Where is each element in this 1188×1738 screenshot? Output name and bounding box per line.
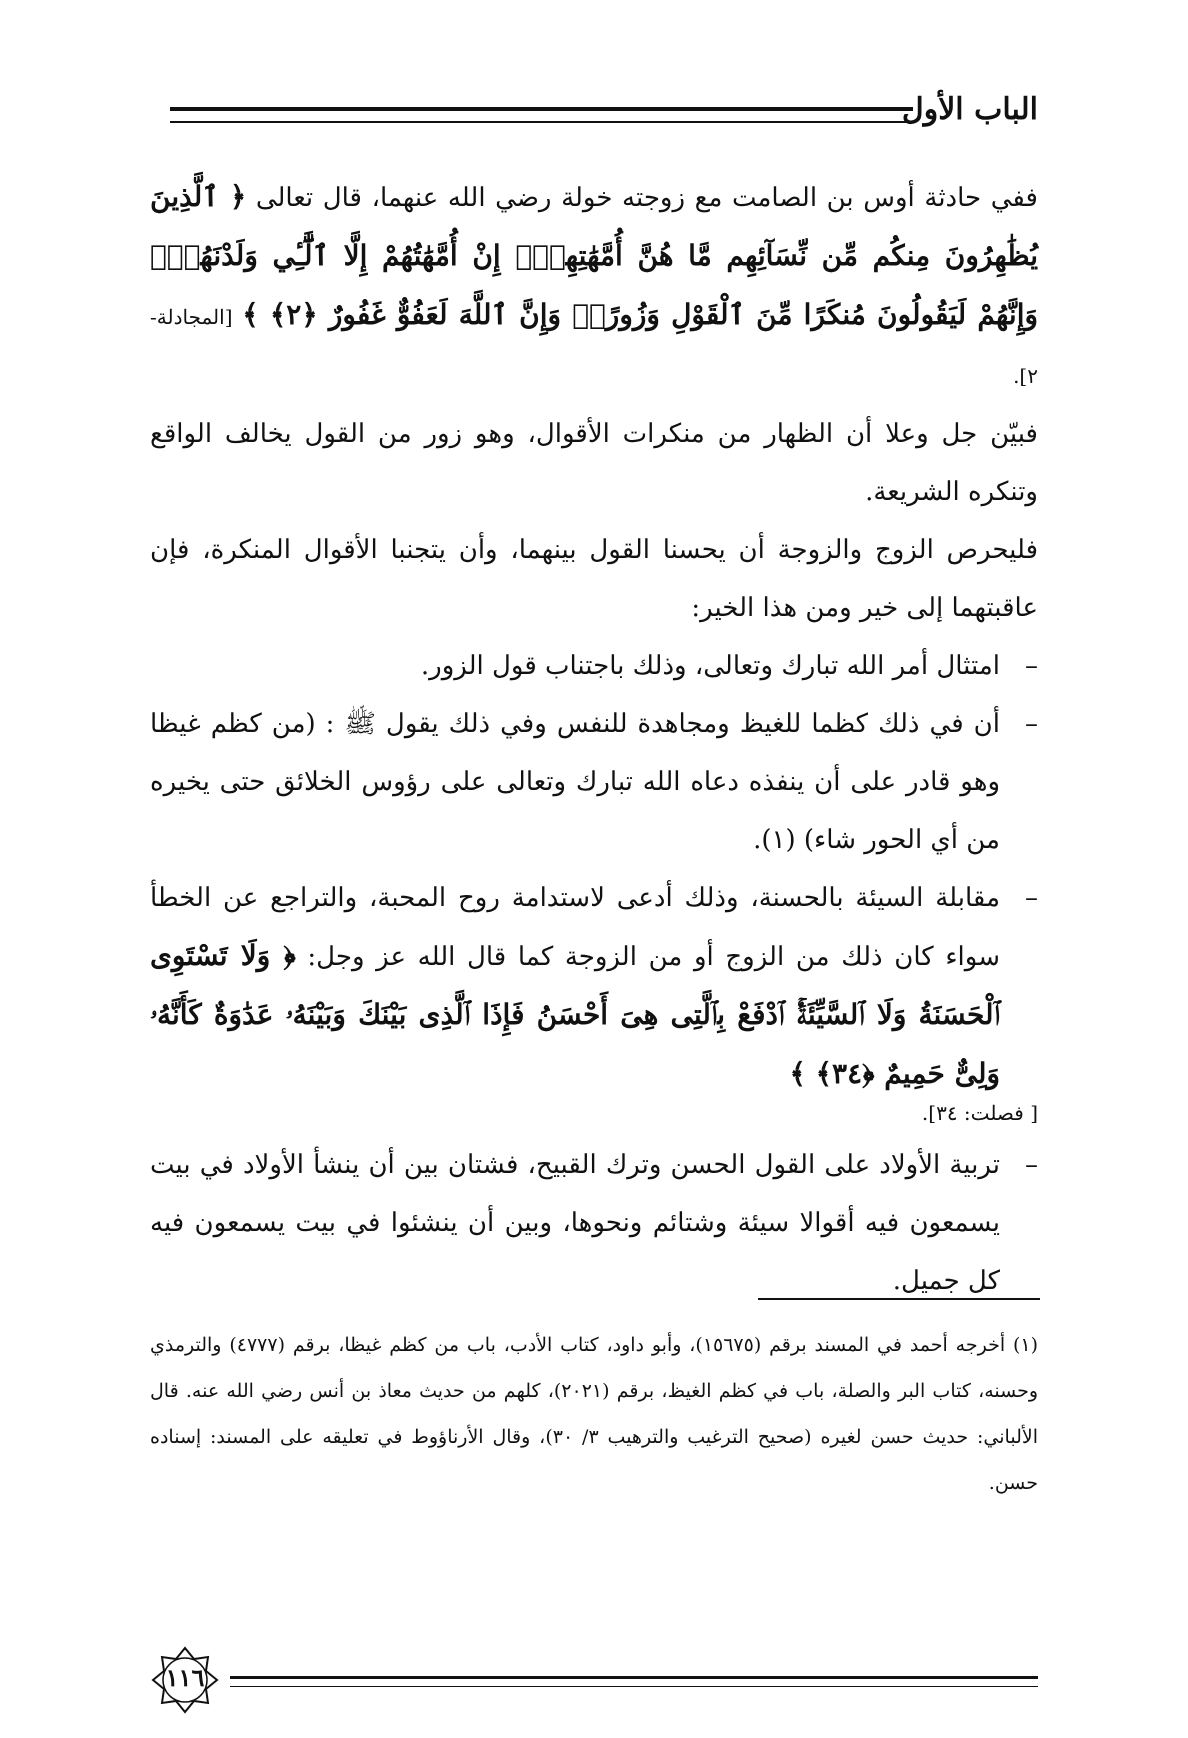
bullet-dash: – (1025, 651, 1038, 681)
bullet-4-text: تربية الأولاد على القول الحسن وترك القبيح، فشتان بين أن ينشأ الأولاد في بيت يسمعون فيه أقوالا سيئة وشتائم ونحوها، وبين أن ينشئوا في بيت يسمعون فيه كل جميل. (150, 1150, 1000, 1296)
bullet-item-2 (150, 695, 1038, 869)
bullet-dash: – (1025, 1150, 1038, 1180)
verse-reference-mujadila: [المجادلة- ٢]. (150, 305, 1038, 388)
quran-verse-mujadila: ﴿ ٱلَّذِينَ يُظَٰهِرُونَ مِنكُم مِّن نِّسَآئِهِم مَّا هُنَّ أُمَّهَٰتِهِمْۖ إِنْ أُمَّهَٰتُهُمْ إِلَّا ٱلَّٰٓـِٔي وَلَدْنَهُمْۚ وَإِنَّهُمْ لَيَقُولُونَ مُنكَرًا مِّنَ ٱلْقَوْلِ وَزُورًاۚ وَإِنَّ ٱللَّهَ لَعَفُوٌّ غَفُورٌ ﴿٢﴾ ﴾ (150, 180, 1039, 331)
verse-reference-fussilat: [ فصلت: ٣٤]. (921, 1101, 1038, 1125)
bullet-2-text: أن في ذلك كظما للغيظ ومجاهدة للنفس وفي ذلك يقول ﷺ : (من كظم غيظا وهو قادر على أن ينفذه دعاه الله تبارك وتعالى على رؤوس الخلائق حتى يخيره من أي الحور شاء) (150, 709, 1000, 855)
header-rule (170, 107, 913, 123)
paragraph-1 (150, 168, 1038, 405)
page-footer (150, 1645, 1038, 1715)
bullet-item-1 (150, 637, 1038, 695)
bullet-dash: – (1025, 709, 1038, 739)
footnote-1: (١) أخرجه أحمد في المسند برقم (١٥٦٧٥)، وأبو داود، كتاب الأدب، باب من كظم غيظا، برقم (٤٧٧٧) والترمذي وحسنه، كتاب البر والصلة، باب في كظم الغيظ، برقم (٢٠٢١)، كلهم من حديث معاذ بن أنس رضي الله عنه. قال الألباني: حديث حسن لغيره (صحيح الترغيب والترهيب ٣/ ٣٠)، وقال الأرناؤوط في تعليقه على المسند: إسناده حسن. (150, 1334, 1039, 1494)
page-number: ١١٦ (165, 1663, 205, 1692)
bullet-1-text: امتثال أمر الله تبارك وتعالى، وذلك باجتناب قول الزور. (420, 651, 1000, 681)
footnote-marker-1: (١). (753, 825, 796, 855)
paragraph-1-intro: ففي حادثة أوس بن الصامت مع زوجته خولة رضي الله عنهما، قال تعالى (255, 183, 1038, 213)
bullet-item-4 (150, 1136, 1038, 1310)
bullet-3-intro: مقابلة السيئة بالحسنة، وذلك أدعى لاستدامة روح المحبة، والتراجع عن الخطأ سواء كان ذلك من الزوج أو من الزوجة كما قال الله عز وجل: (150, 883, 1001, 972)
quran-verse-fussilat: ﴿ وَلَا تَسْتَوِى ٱلْحَسَنَةُ وَلَا ٱلسَّيِّئَةُۚ ٱدْفَعْ بِٱلَّتِى هِىَ أَحْسَنُ فَإِذَا ٱلَّذِى بَيْنَكَ وَبَيْنَهُۥ عَدَٰوَةٌ كَأَنَّهُۥ وَلِىٌّ حَمِيمٌ ﴿٣٤﴾ ﴾ (150, 939, 1000, 1090)
footnotes (150, 1322, 1038, 1506)
paragraph-3: فليحرص الزوج والزوجة أن يحسنا القول بينهما، وأن يتجنبا الأقوال المنكرة، فإن عاقبتهما إلى خير ومن هذا الخير: (150, 535, 1038, 623)
footer-rule (230, 1676, 1038, 1687)
bullet-item-3 (150, 869, 1038, 1104)
footnote-separator (758, 1298, 1040, 1300)
main-text (150, 168, 1038, 1310)
bullet-dash: – (1025, 883, 1038, 913)
page-header (170, 92, 1038, 132)
chapter-title: الباب الأول (901, 92, 1038, 127)
paragraph-2: فبيّن جل وعلا أن الظهار من منكرات الأقوال، وهو زور من القول يخالف الواقع وتنكره الشريعة. (150, 419, 1038, 507)
